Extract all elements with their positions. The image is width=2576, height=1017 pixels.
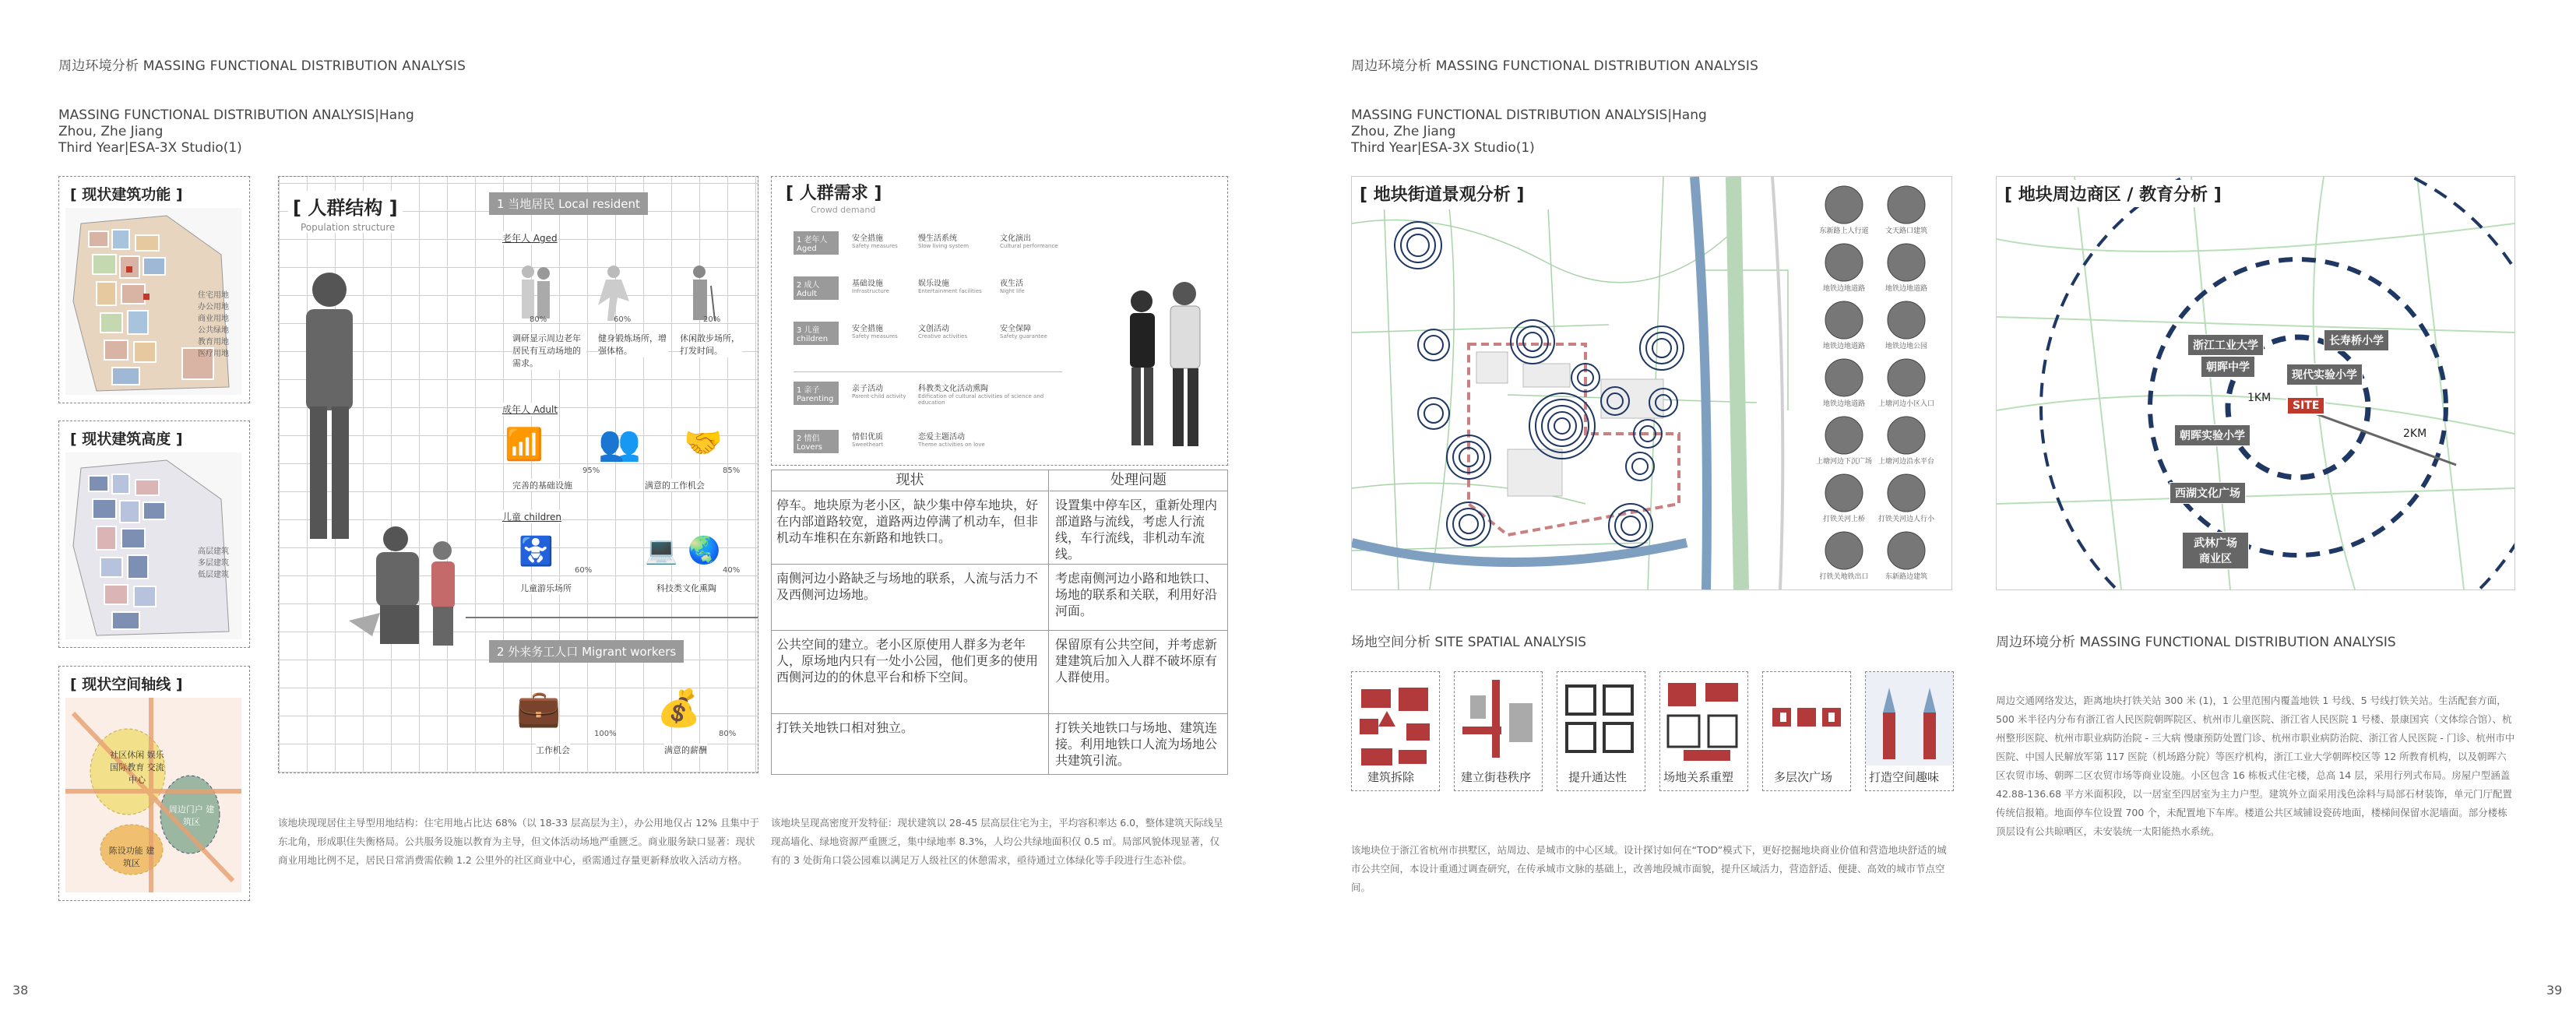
info-line-1: MASSING FUNCTIONAL DISTRIBUTION ANALYSIS|Hang bbox=[1351, 107, 1707, 123]
legend1-item: 教育用地 bbox=[198, 338, 229, 347]
legend1-item: 医疗用地 bbox=[198, 350, 229, 358]
legend2 bbox=[198, 546, 229, 581]
elder-child-figure bbox=[349, 519, 473, 652]
worker-desc-1: 工作机会 bbox=[536, 745, 570, 755]
commerce-title: [ 地块周边商区 / 教育分析 ] bbox=[2000, 180, 2226, 207]
legend1-item: 商业用地 bbox=[198, 315, 229, 323]
diagram-label: 打造空间趣味 bbox=[1869, 770, 1940, 784]
table-head-status: 现状 bbox=[772, 470, 1049, 491]
adult-desc-2: 满意的工作机会 bbox=[645, 480, 705, 491]
page-number-left: 38 bbox=[12, 983, 29, 998]
info-line-3: Third Year|ESA-3X Studio(1) bbox=[58, 140, 242, 156]
place-label: 西湖文化广场 bbox=[2170, 482, 2246, 504]
page-number-right: 39 bbox=[2546, 983, 2563, 998]
table-head-action: 处理问题 bbox=[1050, 470, 1227, 491]
table-cell: 公共空间的建立。老小区原使用人群多为老年人，原场地内只有一处小公园，他们更多的使用西侧河边的的休息平台和桥下空间。 bbox=[776, 637, 1039, 684]
legend1-item: 公共绿地 bbox=[198, 326, 229, 335]
laptop-icon: 💻 bbox=[645, 535, 678, 566]
thumb2-title: [ 现状建筑高度 ] bbox=[65, 426, 188, 450]
aged-pct-1: 80% bbox=[530, 315, 547, 324]
place-label: 浙江工业大学 bbox=[2187, 334, 2264, 356]
photo-caption: 东新路上人行道 bbox=[1819, 227, 1869, 235]
photo-caption: 打铁关河上桥 bbox=[1822, 516, 1865, 523]
commerce-map bbox=[1997, 177, 2514, 589]
diagram-accessibility bbox=[1557, 671, 1645, 791]
demand-subtitle: Crowd demand bbox=[811, 205, 876, 215]
handshake-icon: 🤝 bbox=[684, 425, 723, 461]
legend1-item: 办公用地 bbox=[198, 303, 229, 311]
thumb-building-function bbox=[58, 176, 250, 403]
wifi-icon: 📶 bbox=[505, 427, 544, 463]
globe-icon: 🌏 bbox=[688, 535, 721, 566]
diagram-label: 建筑拆除 bbox=[1367, 770, 1415, 784]
issues-table bbox=[771, 470, 1228, 775]
street-photos bbox=[1811, 183, 1951, 588]
worker-desc-2: 满意的薪酬 bbox=[664, 745, 707, 755]
aged-desc-2: 健身锻炼场所，增强体格。 bbox=[598, 333, 667, 356]
worker-pct-2: 80% bbox=[719, 730, 737, 738]
demand-list bbox=[794, 231, 1062, 469]
children-pct-2: 40% bbox=[723, 566, 741, 575]
pop-title: [ 人群结构 ] bbox=[288, 191, 403, 221]
children-pct-1: 60% bbox=[575, 566, 593, 575]
photo-caption: 上塘河边小区入口 bbox=[1877, 400, 1934, 408]
table-divider bbox=[772, 713, 1227, 714]
table-cell: 打铁关地铁口相对独立。 bbox=[776, 720, 914, 735]
table-cell: 保留原有公共空间，并考虑新建建筑后加入人群不破坏原有人群使用。 bbox=[1055, 637, 1218, 684]
info-line-1: MASSING FUNCTIONAL DISTRIBUTION ANALYSIS|Hang bbox=[58, 107, 414, 123]
photo-caption: 打铁关地铁出口 bbox=[1819, 573, 1869, 581]
photo-caption: 文天路口建筑 bbox=[1884, 227, 1927, 235]
office-worker-icon: 💼 bbox=[516, 687, 561, 729]
adult-pct-2: 85% bbox=[723, 466, 741, 475]
diagram-label: 建立街巷秩序 bbox=[1461, 770, 1532, 784]
people-icon: 👥 bbox=[598, 424, 641, 463]
zone-3: 陈设功能 建筑区 bbox=[108, 846, 155, 868]
place-label: 朝晖实验小学 bbox=[2174, 424, 2250, 446]
info-line-3: Third Year|ESA-3X Studio(1) bbox=[1351, 140, 1535, 156]
adult-pct-1: 95% bbox=[582, 466, 600, 475]
left-para-2: 该地块呈现高密度开发特征：现状建筑以 28-45 层高层住宅为主，平均容积率达 6.0，整体建筑天际线呈现高墙化、绿地资源严重匮乏，集中绿地率 8.3%，人均公共绿地面积仅 0.5 ㎡。局部风貌体现显著，仅有的 3 处街角口袋公园难以满足万人级社区的休憩需求，亟待通过立体绿化等手段进行生态补偿。 bbox=[771, 817, 1223, 866]
site-marker: SITE bbox=[2286, 396, 2325, 415]
env-title: 周边环境分析 MASSING FUNCTIONAL DISTRIBUTION ANALYSIS bbox=[1996, 635, 2396, 650]
divider bbox=[466, 617, 758, 618]
table-cell: 考虑南侧河边小路和地铁口、场地的联系和关联，利用好沿河面。 bbox=[1055, 571, 1218, 618]
aged-desc-3: 休闲散步场所，打发时间。 bbox=[680, 333, 742, 357]
demand-row: 3 儿童 children 安全措施 Safety measures 文创活动 Creative activities 安全保障 Safety guarantee bbox=[794, 322, 1062, 367]
info-line-2: Zhou, Zhe Jiang bbox=[1351, 124, 1456, 139]
photo-caption: 上塘河边沿水平台 bbox=[1877, 458, 1934, 466]
thumb-building-height bbox=[58, 421, 250, 648]
ring-2km: 2KM bbox=[2403, 428, 2427, 440]
photo-caption: 地铁边地道路 bbox=[1822, 400, 1865, 408]
demand-row: 2 情侣 Lovers 情侣优质 Sweetheart 恋爱主题活动 Theme activities on love bbox=[794, 430, 1062, 469]
children-desc-2: 科技类文化熏陶 bbox=[656, 583, 716, 593]
legend2-item: 高层建筑 bbox=[198, 547, 229, 556]
right-header: 周边环境分析 MASSING FUNCTIONAL DISTRIBUTION ANALYSIS bbox=[1351, 58, 1759, 74]
diagram-fun-space bbox=[1865, 671, 1954, 791]
legend2-item: 低层建筑 bbox=[198, 571, 229, 579]
aged-pct-3: 20% bbox=[703, 315, 721, 324]
photo-captions bbox=[1811, 183, 1951, 588]
population-panel bbox=[278, 176, 758, 773]
photo-caption: 地铁边地道路 bbox=[1884, 285, 1927, 293]
demand-panel bbox=[771, 176, 1228, 466]
legend2-item: 多层建筑 bbox=[198, 559, 229, 568]
demand-title: [ 人群需求 ] bbox=[781, 178, 886, 206]
spatial-diagrams bbox=[1351, 671, 1951, 796]
street-title: [ 地块街道景观分析 ] bbox=[1355, 180, 1529, 207]
right-info bbox=[1351, 107, 1707, 157]
diagram-street-order bbox=[1454, 671, 1543, 791]
diagram-label: 多层次广场 bbox=[1774, 770, 1833, 784]
table-col-divider bbox=[1048, 470, 1049, 774]
place-label: 朝晖中学 bbox=[2201, 356, 2255, 378]
spatial-title: 场地空间分析 SITE SPATIAL ANALYSIS bbox=[1351, 635, 1587, 650]
demand-row: 2 成人 Adult 基础设施 Infrastructure 娱乐设施 Entertainment facilities 夜生活 Night life bbox=[794, 276, 1062, 322]
adult-desc-1: 完善的基础设施 bbox=[512, 480, 572, 491]
street-landscape-panel bbox=[1351, 176, 1952, 590]
left-header: 周边环境分析 MASSING FUNCTIONAL DISTRIBUTION ANALYSIS bbox=[58, 58, 466, 74]
children-label: 儿童 children bbox=[502, 512, 561, 523]
commerce-panel bbox=[1996, 176, 2515, 590]
demand-row: 1 亲子 Parenting 亲子活动 Parent-child activity 科教类文化活动熏陶 Edification of cultural activities of science and education bbox=[794, 382, 1062, 430]
thumb1-title: [ 现状建筑功能 ] bbox=[65, 181, 188, 206]
aged-label: 老年人 Aged bbox=[502, 233, 558, 244]
group2-tag: 2 外来务工人口 Migrant workers bbox=[489, 640, 684, 663]
right-para-left: 该地块位于浙江省杭州市拱墅区，站周边、是城市的中心区域。设计探讨如何在“TOD”模式下，更好挖掘地块商业价值和营造地块舒适的城市公共空间，本设计重通过调查研究，在传承城市文脉的基础上，改善地段城市面貌，提升区域活力，营造舒适、便捷、高效的城市节点空间。 bbox=[1351, 844, 1947, 893]
photo-caption: 上塘河边下沉广场 bbox=[1815, 458, 1872, 466]
table-cell: 停车。地块原为老小区，缺少集中停车地块，好在内部道路较宽，道路两边停满了机动车，但非机动车堆积在东新路和地铁口。 bbox=[776, 498, 1039, 545]
diagram-relationship bbox=[1659, 671, 1748, 791]
left-info bbox=[58, 107, 414, 157]
zone-1: 社区休闲 娱乐 国际教育 交流中心 bbox=[110, 750, 164, 785]
table-divider bbox=[772, 630, 1227, 631]
table-cell: 设置集中停车区，重新处理内部道路与流线，考虑人行流线，车行流线，非机动车流线。 bbox=[1055, 498, 1218, 561]
photo-caption: 地铁边地公园 bbox=[1884, 343, 1927, 350]
legend1-item: 住宅用地 bbox=[198, 291, 229, 300]
child-icon: 🚼 bbox=[519, 536, 554, 568]
photo-caption: 地铁边地道路 bbox=[1822, 285, 1865, 293]
table-divider bbox=[772, 564, 1227, 565]
place-label: 现代实验小学 bbox=[2286, 364, 2363, 385]
zone-2: 周边门户 建筑区 bbox=[168, 804, 215, 827]
thumb3-title: [ 现状空间轴线 ] bbox=[65, 671, 188, 695]
adult-label: 成年人 Adult bbox=[502, 404, 558, 415]
diagram-label: 提升通达性 bbox=[1568, 770, 1628, 784]
right-para-right: 周边交通网络发达，距离地块打铁关站 300 米 (1)，1 公里范围内覆盖地铁 1 号线、5 号线打铁关站。生活配套方面，500 米半径内分布有浙江省人民医院朝晖院区、杭州市儿童医院、浙江省人民医院 1 号楼、景康国宾（文体综合馆）、杭州整形医院、杭州市职业病防治院 - 三大病 慢康预防处置门诊、杭州市职业病防治院、浙江省人民医院 - 门诊、杭州市中医院、中国人民解放军第 117 医院（机场路分院）等医疗机构，浙江工业大学朝晖校区等 12 所教育机构，以及朝晖六区农贸市场、朝晖二区农贸市场等商业设施。小区包含 16 栋板式住宅楼，总高 14 层，采用行列式布局。房屋户型涵盖 42.88-136.68 平方米面积段，以一居室至四居室为主力户型。建筑外立面采用浅色涂料与局部石材装饰，单元门厅配置传统信报箱。地面停车位设置 700 个，未配置地下车库。楼道公共区域铺设瓷砖地面，楼梯间保留水泥墙面。部分楼栋顶层设有公共晾晒区，未安装统一太阳能热水系统。 bbox=[1996, 695, 2515, 837]
place-label: 长寿桥小学 bbox=[2324, 329, 2389, 351]
info-line-2: Zhou, Zhe Jiang bbox=[58, 124, 164, 139]
table-cell: 南侧河边小路缺乏与场地的联系，人流与活力不及西侧河边场地。 bbox=[776, 571, 1039, 602]
aged-desc-1: 调研显示周边老年居民有互动场地的需求。 bbox=[512, 333, 586, 370]
aged-icons bbox=[512, 262, 746, 340]
legend1 bbox=[198, 290, 229, 360]
children-desc-1: 儿童游乐场所 bbox=[520, 583, 572, 593]
pop-subtitle: Population structure bbox=[301, 222, 396, 233]
demand-row: 1 老年人 Aged 安全措施 Safety measures 慢生活系统 Slow living system 文化演出 Cultural performance bbox=[794, 231, 1062, 276]
photo-caption: 东新路边建筑 bbox=[1884, 573, 1927, 581]
walking-couple-figure bbox=[1099, 270, 1223, 457]
table-cell: 打铁关地铁口与场地、建筑连接。利用地铁口人流为场地公共建筑引流。 bbox=[1055, 720, 1218, 768]
ring-1km: 1KM bbox=[2247, 392, 2272, 404]
diagram-demolition bbox=[1351, 671, 1440, 791]
left-para-1: 该地块现现居住主导型用地结构：住宅用地占比达 68%（以 18-33 层高层为主），办公用地仅占 12% 且集中于东北角，形成职住失衡格局。公共服务设施以教育为主导，但文体活动场地严重匮乏。商业服务缺口显著：现状商业用地比例不足，居民日常消费需依赖 1.2 公里外的社区商业中心，亟需通过存量更新释放收入活动方格。 bbox=[278, 817, 760, 866]
place-label: 武林广场 商业区 bbox=[2182, 532, 2249, 569]
thumb-spatial-axis bbox=[58, 666, 250, 901]
aged-pct-2: 60% bbox=[614, 315, 632, 324]
diagram-label: 场地关系重塑 bbox=[1663, 770, 1734, 784]
photo-caption: 打铁关河边人行小 bbox=[1877, 516, 1934, 523]
group1-tag: 1 当地居民 Local resident bbox=[489, 192, 648, 215]
photo-caption: 地铁边地道路 bbox=[1822, 343, 1865, 350]
money-bag-icon: 💰 bbox=[656, 687, 702, 729]
worker-pct-1: 100% bbox=[594, 730, 617, 738]
diagram-plaza bbox=[1762, 671, 1851, 791]
